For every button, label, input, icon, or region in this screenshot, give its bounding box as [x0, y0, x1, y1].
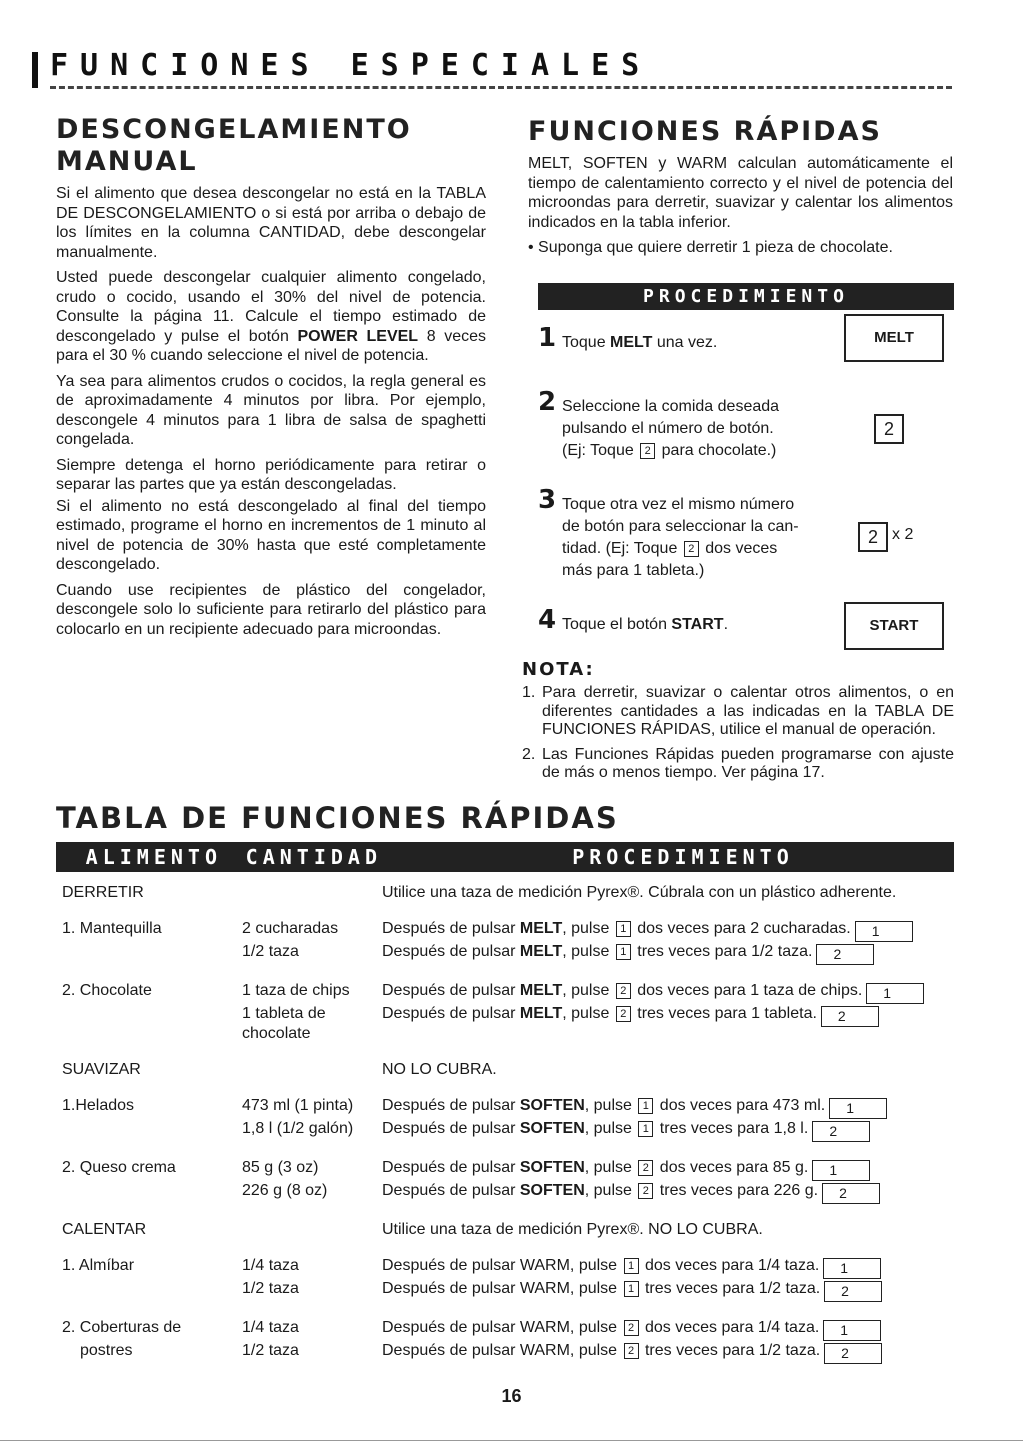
col-cantidad: CANTIDAD — [245, 845, 382, 869]
manual-para-3: Ya sea para alimentos crudos o cocidos, la regla general es de aproximadamente 4 minutos por libra. Por ejemplo, descongele 4 minutos para 1 libra de salsa de spaghetti congelada. — [56, 372, 486, 448]
col-alimento: ALIMENTO — [85, 845, 222, 869]
table-header — [56, 842, 954, 872]
header-bar — [32, 52, 38, 88]
procedure-steps — [538, 310, 954, 655]
table-row: 226 g (8 oz) Después de pulsar SOFTEN, pulse 2 tres veces para 226 g. 2 — [62, 1181, 952, 1204]
step-1-text: Toque MELT una vez. — [562, 334, 718, 351]
quick-functions-table — [62, 883, 952, 1364]
table-row: 1/2 taza Después de pulsar WARM, pulse 1 tres veces para 1/2 taza. 2 — [62, 1279, 952, 1302]
quick-bullet: • Suponga que quiere derretir 1 pieza de chocolate. — [528, 239, 893, 256]
manual-para-2: Usted puede descongelar cualquier alimento congelado, crudo o cocido, usando el 30% del nivel de potencia. Consulte la página 11. Calcule el tiempo estimado de descongelado y pulse el botón POWER LEVEL 8 veces para el 30 % cuando seleccione el nivel de potencia. — [56, 269, 486, 364]
step-1-number: 1 — [538, 323, 557, 353]
note-1: 1. Para derretir, suavizar o calentar otros alimentos, o en diferentes cantidades a las indicadas en la TABLA DE FUNCIONES RÁPIDAS, utilice el manual de operación. — [522, 684, 954, 738]
melt-button[interactable]: MELT — [844, 314, 944, 362]
section-title: FUNCIONES ESPECIALES — [50, 48, 652, 83]
procedure-header: PROCEDIMIENTO — [538, 283, 954, 310]
number-2-button[interactable]: 2 — [874, 414, 904, 444]
table-row: 1.Helados 473 ml (1 pinta) Después de pulsar SOFTEN, pulse 1 dos veces para 473 ml. 1 — [62, 1096, 952, 1119]
manual-title-line1: DESCONGELAMIENTO — [56, 114, 412, 145]
table-row: 1. Mantequilla 2 cucharadas Después de pulsar MELT, pulse 1 dos veces para 2 cucharadas. 1 — [62, 919, 952, 942]
page-number: 16 — [501, 1386, 522, 1406]
table-row: 2. Queso crema 85 g (3 oz) Después de pulsar SOFTEN, pulse 2 dos veces para 85 g. 1 — [62, 1158, 952, 1181]
table-row: DERRETIR Utilice una taza de medición Pyrex®. Cúbrala con un plástico adherente. — [62, 884, 897, 901]
table-row: 1,8 l (1/2 galón) Después de pulsar SOFTEN, pulse 1 tres veces para 1,8 l. 2 — [62, 1119, 952, 1142]
table-row: SUAVIZAR NO LO CUBRA. — [62, 1061, 497, 1078]
step-2-number: 2 — [538, 387, 557, 417]
table-row: 1 tableta de chocolate Después de pulsar MELT, pulse 2 tres veces para 1 tableta. 2 — [62, 1004, 952, 1044]
table-row: 2. Chocolate 1 taza de chips Después de pulsar MELT, pulse 2 dos veces para 1 taza de chips. 1 — [62, 981, 952, 1004]
note-section — [522, 659, 954, 783]
manual-para-4: Siempre detenga el horno periódicamente para retirar o separar las partes que ya están descongeladas. — [56, 456, 486, 493]
step-2-line2: pulsando el número de botón. — [562, 420, 774, 437]
step-3-line1: Toque otra vez el mismo número — [562, 496, 795, 513]
note-2: 2. Las Funciones Rápidas pueden programarse con ajuste de más o menos tiempo. Ver página 17. — [522, 745, 954, 781]
bottom-rule — [0, 1440, 1023, 1441]
table-row: 1. Almíbar 1/4 taza Después de pulsar WARM, pulse 1 dos veces para 1/4 taza. 1 — [62, 1256, 952, 1279]
number-2-button-repeat[interactable]: 2 — [858, 522, 888, 552]
note-title: NOTA: — [522, 659, 595, 680]
step-2-line1: Seleccione la comida deseada — [562, 398, 780, 415]
header-rule — [50, 86, 952, 89]
manual-para-1: Si el alimento que desea descongelar no está en la TABLA DE DESCONGELAMIENTO o si está por arriba o debajo de los límites en la columna CANTIDAD, debe descongelar manualmente. — [56, 185, 486, 261]
step-2 — [538, 387, 858, 462]
step-2-line3: (Ej: Toque 2 para chocolate.) — [562, 442, 777, 459]
key-2-inline: 2 — [684, 541, 699, 557]
step-3 — [538, 485, 858, 582]
table-row: 2. Coberturas de 1/4 taza Después de pulsar WARM, pulse 2 dos veces para 1/4 taza. 1 — [62, 1318, 952, 1341]
step-4-number: 4 — [538, 605, 557, 635]
table-row: postres 1/2 taza Después de pulsar WARM, pulse 2 tres veces para 1/2 taza. 2 — [62, 1341, 952, 1364]
col-procedimiento: PROCEDIMIENTO — [572, 845, 794, 869]
step-4 — [538, 605, 838, 636]
times-two-label: x 2 — [892, 526, 914, 543]
quick-intro: MELT, SOFTEN y WARM calculan automáticamente el tiempo de calentamiento correcto y el nivel de potencia del microondas para derretir, suavizar y calentar los alimentos indicados en la tabla inferior. — [528, 155, 953, 231]
step-3-line4: más para 1 tableta.) — [562, 562, 705, 579]
table-row: 1/2 taza Después de pulsar MELT, pulse 1 tres veces para 1/2 taza. 2 — [62, 942, 952, 965]
step-4-text: Toque el botón START. — [562, 616, 729, 633]
step-3-line3: tidad. (Ej: Toque 2 dos veces — [562, 540, 778, 557]
table-title: TABLA DE FUNCIONES RÁPIDAS — [56, 801, 619, 835]
start-button[interactable]: START — [844, 602, 944, 650]
quick-functions-section — [528, 114, 953, 264]
key-2-inline: 2 — [640, 443, 655, 459]
quick-title: FUNCIONES RÁPIDAS — [528, 116, 882, 147]
manual-title-line2: MANUAL — [56, 146, 198, 177]
section-header — [32, 44, 952, 92]
step-3-line2: de botón para seleccionar la can- — [562, 518, 799, 535]
step-3-number: 3 — [538, 485, 557, 515]
table-row: CALENTAR Utilice una taza de medición Pyrex®. NO LO CUBRA. — [62, 1221, 763, 1238]
manual-defrost-section — [56, 114, 486, 645]
manual-para-5: Si el alimento no está descongelado al final del tiempo estimado, programe el horno en incrementos de 1 minuto al nivel de potencia de 30% hasta que esté completamente descongelado. — [56, 497, 486, 573]
step-1 — [538, 323, 838, 354]
manual-para-6: Cuando use recipientes de plástico del congelador, descongele solo lo suficiente para retirarlo del plástico para colocarlo en un recipiente adecuado para microondas. — [56, 581, 486, 638]
